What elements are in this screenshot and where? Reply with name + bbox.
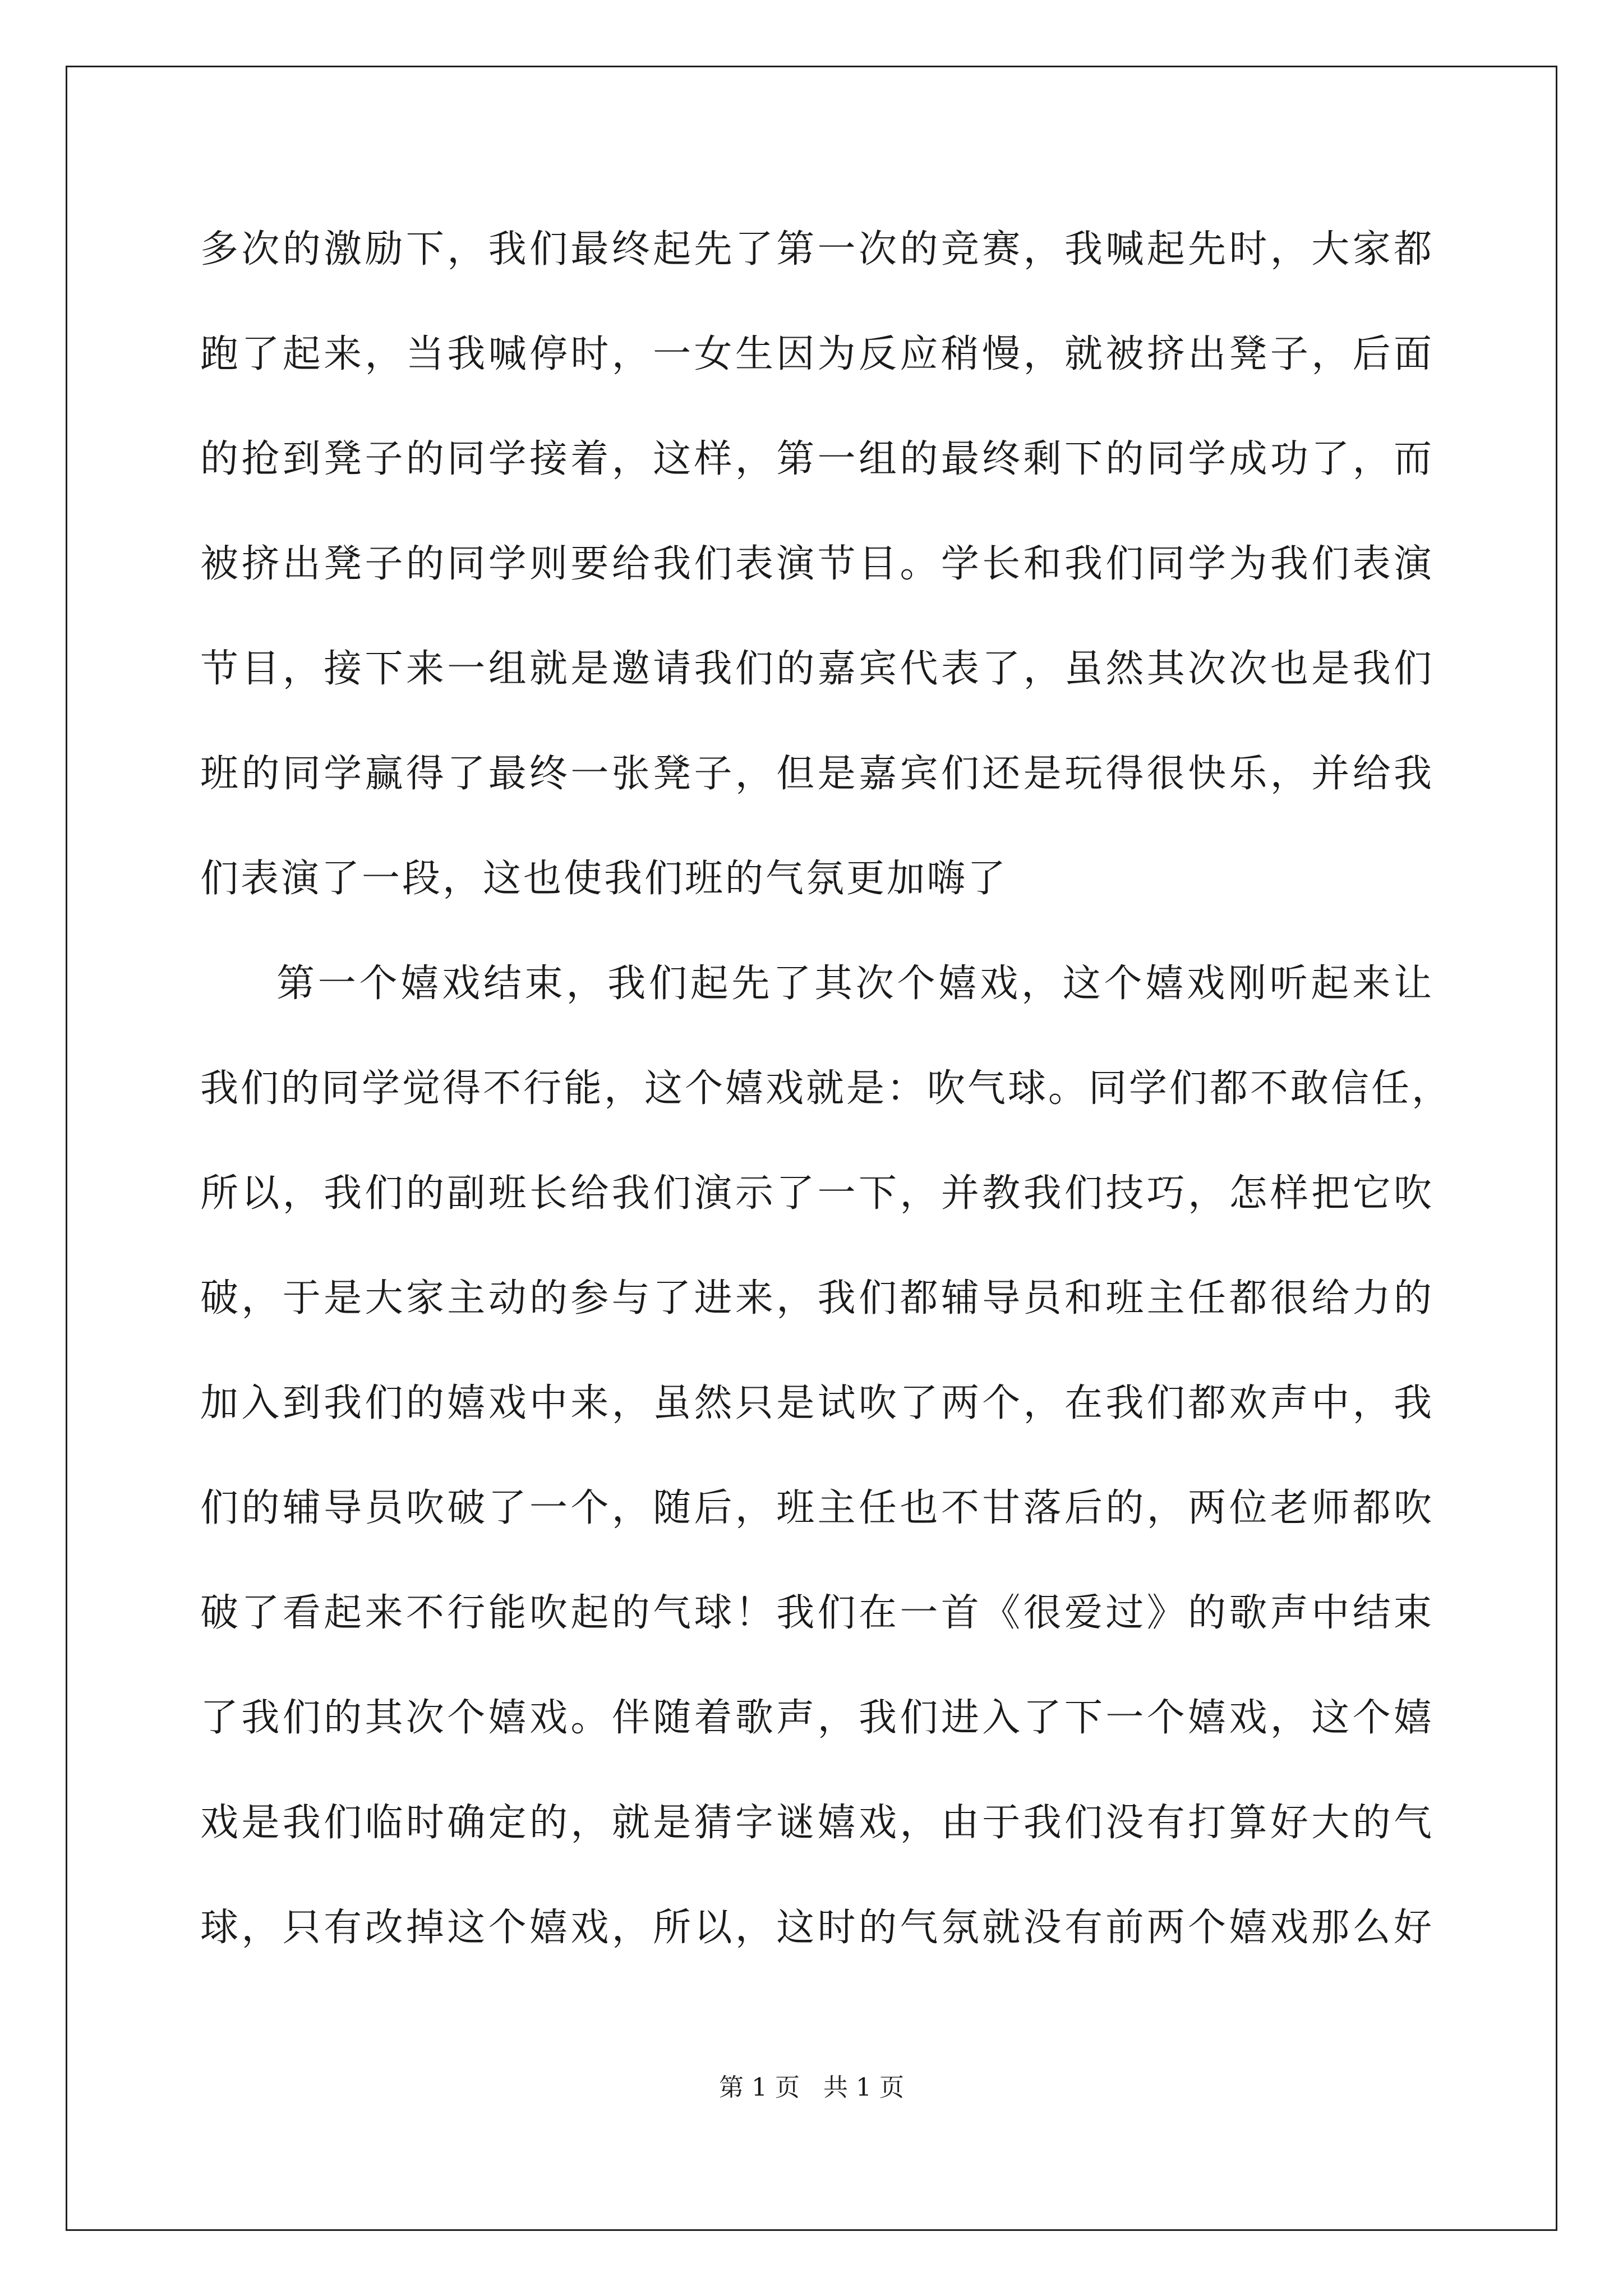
text-line: 班的同学赢得了最终一张凳子，但是嘉宾们还是玩得很快乐，并给我 xyxy=(200,752,1434,796)
text-line: 们表演了一段，这也使我们班的气氛更加嗨了 xyxy=(200,857,1008,901)
text-line: 破了看起来不行能吹起的气球！我们在一首《很爱过》的歌声中结束 xyxy=(200,1591,1434,1635)
text-line: 球，只有改掉这个嬉戏，所以，这时的气氛就没有前两个嬉戏那么好 xyxy=(200,1906,1434,1950)
text-line: 多次的激励下，我们最终起先了第一次的竞赛，我喊起先时，大家都 xyxy=(200,227,1434,272)
text-line: 破，于是大家主动的参与了进来，我们都辅导员和班主任都很给力的 xyxy=(200,1276,1434,1320)
text-line: 们的辅导员吹破了一个，随后，班主任也不甘落后的，两位老师都吹 xyxy=(200,1486,1434,1530)
text-line: 加入到我们的嬉戏中来，虽然只是试吹了两个，在我们都欢声中，我 xyxy=(200,1381,1434,1425)
text-line: 戏是我们临时确定的，就是猜字谜嬉戏，由于我们没有打算好大的气 xyxy=(200,1801,1434,1845)
text-line: 第一个嬉戏结束，我们起先了其次个嬉戏，这个嬉戏刚听起来让 xyxy=(276,961,1434,1006)
text-line: 被挤出凳子的同学则要给我们表演节目。学长和我们同学为我们表演 xyxy=(200,542,1434,586)
text-line: 节目，接下来一组就是邀请我们的嘉宾代表了，虽然其次次也是我们 xyxy=(200,647,1434,691)
text-line: 跑了起来，当我喊停时，一女生因为反应稍慢，就被挤出凳子，后面 xyxy=(200,332,1434,376)
text-line: 了我们的其次个嬉戏。伴随着歌声，我们进入了下一个嬉戏，这个嬉 xyxy=(200,1696,1434,1740)
text-line: 我们的同学觉得不行能，这个嬉戏就是：吹气球。同学们都不敢信任， xyxy=(200,1066,1453,1111)
text-line: 所以，我们的副班长给我们演示了一下，并教我们技巧，怎样把它吹 xyxy=(200,1171,1434,1216)
text-line: 的抢到凳子的同学接着，这样，第一组的最终剩下的同学成功了，而 xyxy=(200,437,1434,481)
page-number-footer: 第 1 页 共 1 页 xyxy=(719,2073,904,2102)
